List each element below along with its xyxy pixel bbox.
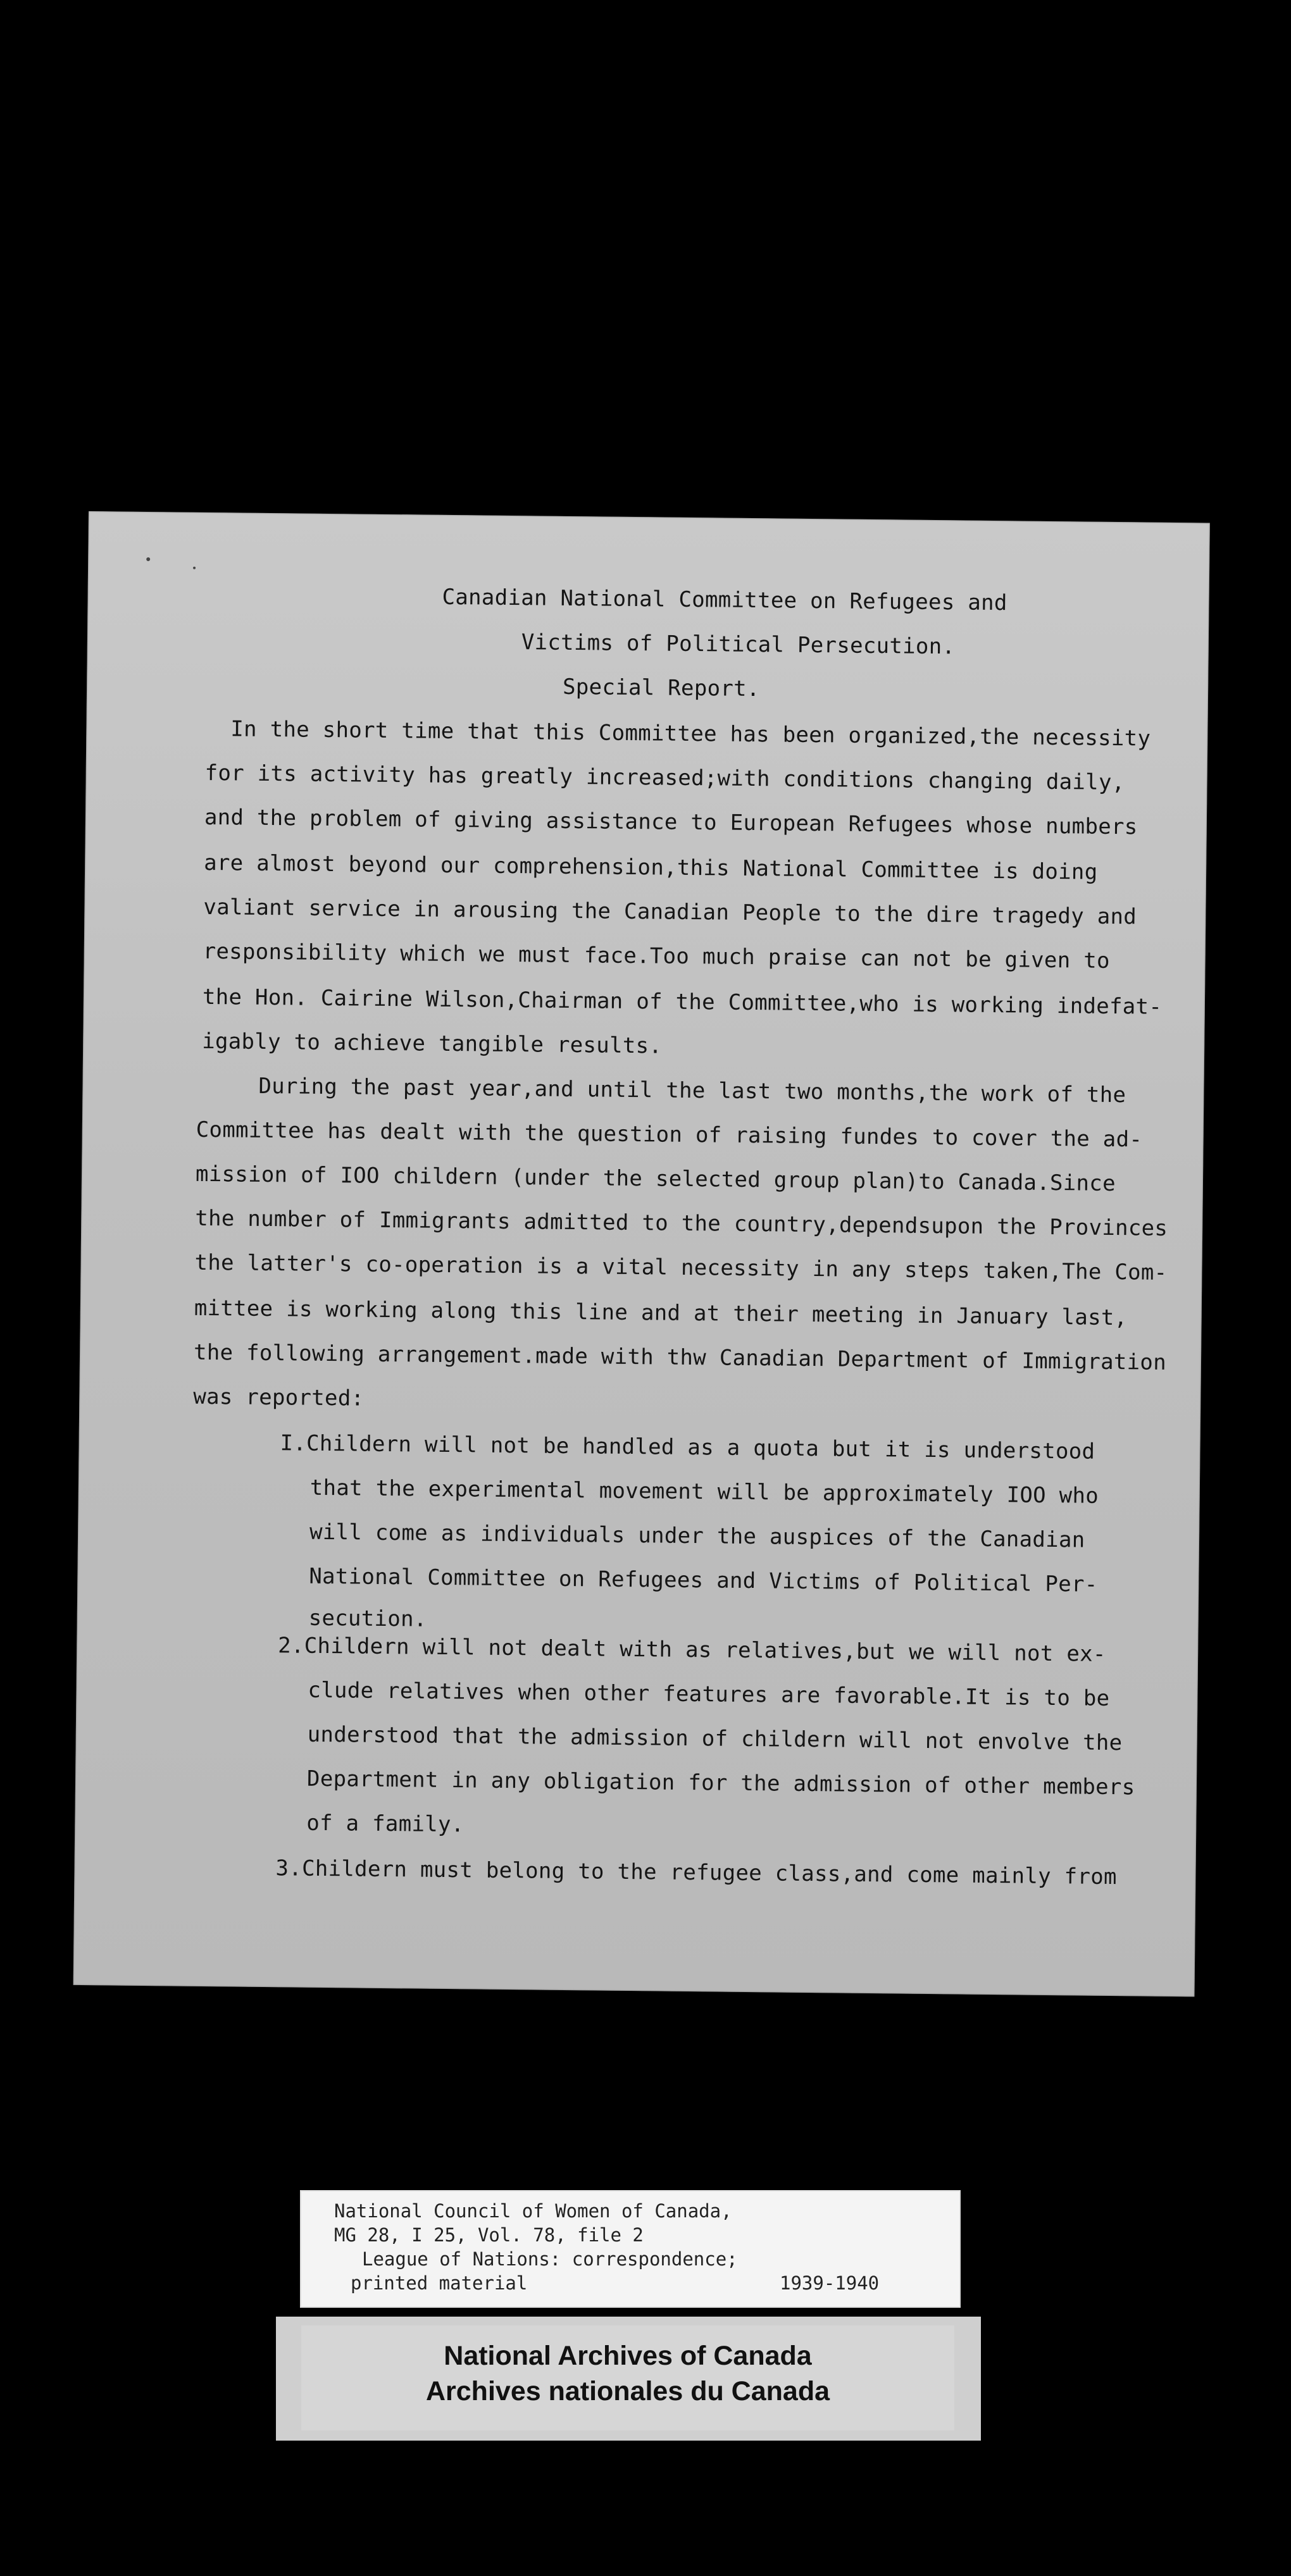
document-line: of a family. (306, 1810, 465, 1838)
document-line: understood that the admission of childern will not envolve the (307, 1721, 1123, 1756)
archive-label-years: 1939-1940 (780, 2272, 880, 2294)
document-body (89, 511, 1210, 1890)
document-line: mittee is working along this line and at their meeting in January last, (194, 1295, 1128, 1331)
document-line: During the past year,and until the last two months,the work of the (258, 1073, 1126, 1108)
archive-label-line-4: printed material (351, 2272, 528, 2294)
document-line: Committee has dealt with the question of raising fundes to cover the ad- (196, 1117, 1143, 1153)
document-title-line-2: Victims of Political Persecution. (521, 629, 956, 660)
document-line: are almost beyond our comprehension,this National Committee is doing (203, 850, 1098, 885)
paper-speck (146, 557, 150, 561)
document-line: was reported: (193, 1384, 365, 1411)
archive-institution-panel (301, 2325, 954, 2430)
document-line: igably to achieve tangible results. (202, 1028, 663, 1059)
document-list-item: 2.Childern will not dealt with as relatives,but we will not ex- (278, 1633, 1106, 1667)
paper-speck (193, 567, 196, 569)
document-line: Department in any obligation for the admission of other members (306, 1766, 1135, 1800)
typed-document-page (73, 511, 1210, 1997)
document-line: and the problem of giving assistance to European Refugees whose numbers (204, 804, 1138, 840)
document-line: for its activity has greatly increased;with conditions changing daily, (204, 760, 1125, 796)
document-list-item: 3.Childern must belong to the refugee class,and come mainly from (275, 1855, 1117, 1890)
document-line: the following arrangement.made with thw Canadian Department of Immigration (193, 1339, 1167, 1375)
archive-institution-label (276, 2317, 981, 2441)
document-line: mission of IOO childern (under the selected group plan)to Canada.Since (195, 1161, 1116, 1197)
institution-name-fr: Archives nationales du Canada (425, 2376, 830, 2406)
document-line: secution. (308, 1605, 427, 1632)
document-line: will come as individuals under the auspices of the Canadian (309, 1519, 1085, 1553)
document-line: the Hon. Cairine Wilson,Chairman of the Committee,who is working indefat- (202, 984, 1163, 1020)
document-line: National Committee on Refugees and Victims of Political Per- (309, 1563, 1098, 1597)
document-line: the latter's co-operation is a vital necessity in any steps taken,The Com- (194, 1249, 1168, 1285)
document-list-item: I.Childern will not be handled as a quota but it is understood (280, 1430, 1095, 1464)
document-line: In the short time that this Committee has been organized,the necessity (230, 716, 1151, 752)
archive-label-line-2: MG 28, I 25, Vol. 78, file 2 (334, 2224, 644, 2246)
document-title-line-1: Canadian National Committee on Refugees and (442, 584, 1007, 616)
document-line: valiant service in arousing the Canadian People to the dire tragedy and (203, 894, 1137, 930)
document-title-line-3: Special Report. (562, 674, 760, 702)
archive-label-line-1: National Council of Women of Canada, (334, 2200, 732, 2222)
document-line: clude relatives when other features are favorable.It is to be (308, 1677, 1110, 1711)
document-line: that the experimental movement will be approximately IOO who (309, 1475, 1099, 1509)
archive-reference-label (300, 2190, 961, 2308)
document-line: responsibility which we must face.Too much praise can not be given to (203, 938, 1110, 974)
document-line: the number of Immigrants admitted to the country,dependsupon the Provinces (195, 1205, 1168, 1241)
institution-name-en: National Archives of Canada (444, 2341, 812, 2371)
archive-label-line-3: League of Nations: correspondence; (362, 2248, 738, 2270)
